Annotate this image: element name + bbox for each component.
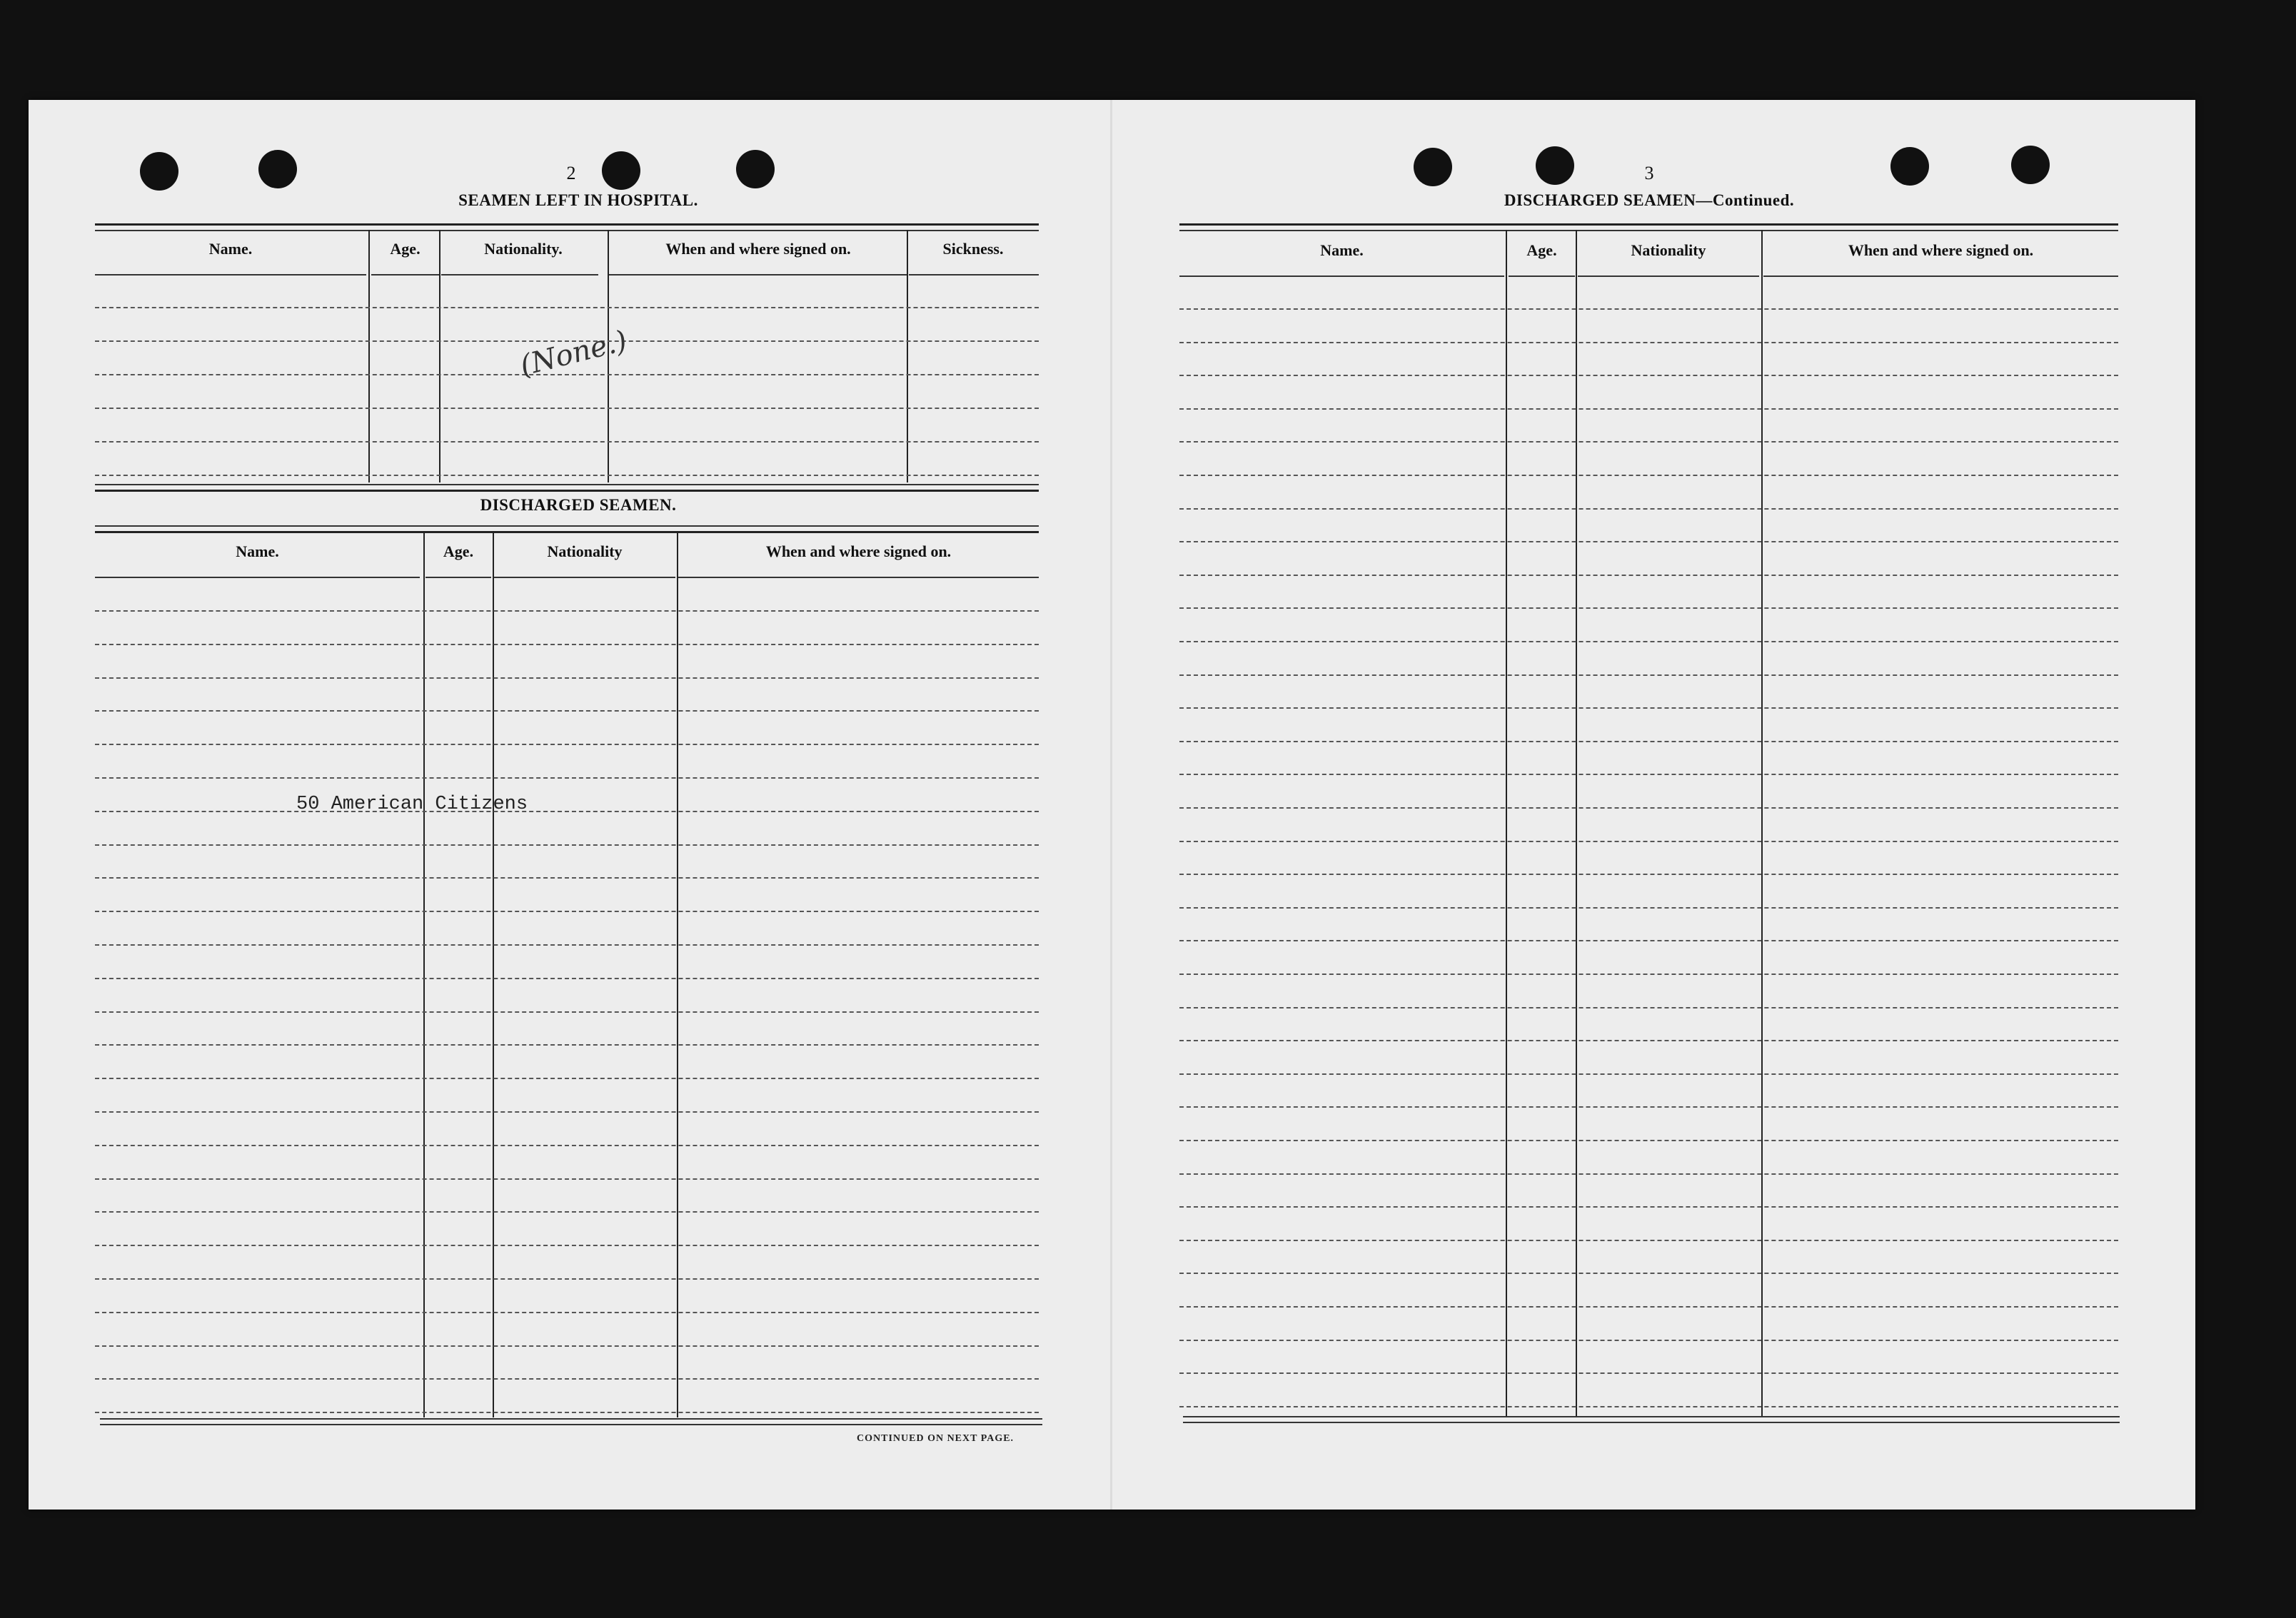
- hospital-col-nationality: Nationality.: [484, 240, 563, 258]
- discharged-col-name: Name.: [236, 542, 279, 560]
- hospital-header-underline: [371, 274, 439, 275]
- ruled-line: [1179, 1106, 2118, 1108]
- ruled-line: [1179, 1007, 2118, 1008]
- discharged-continued-title: DISCHARGED SEAMEN—Continued.: [1504, 191, 1795, 209]
- hospital-header-underline: [441, 274, 598, 275]
- ruled-line: [1179, 475, 2118, 476]
- ruled-line: [95, 877, 1039, 879]
- discharged-section-title: DISCHARGED SEAMEN.: [480, 496, 677, 514]
- right-top-rule-2: [1179, 230, 2118, 231]
- hospital-col-sickness: Sickness.: [942, 240, 1004, 258]
- punch-hole: [140, 152, 178, 191]
- ruled-line: [1179, 974, 2118, 975]
- discharged-col-divider: [677, 532, 678, 1417]
- ruled-line: [95, 1412, 1039, 1413]
- hospital-col-divider: [907, 230, 908, 482]
- ruled-line: [1179, 1240, 2118, 1241]
- handwritten-none-note: (None.): [516, 324, 630, 383]
- ruled-line: [95, 811, 1039, 812]
- ruled-line: [1179, 907, 2118, 909]
- punch-hole: [602, 151, 640, 190]
- hospital-top-rule: [95, 223, 1039, 226]
- ruled-line: [1179, 1040, 2118, 1041]
- punch-hole: [1890, 147, 1929, 186]
- ruled-line: [1179, 940, 2118, 941]
- page-fold: [1110, 100, 1112, 1510]
- ruled-line: [1179, 1140, 2118, 1141]
- ruled-line: [95, 374, 1039, 375]
- ruled-line: [1179, 508, 2118, 510]
- ruled-line: [95, 408, 1039, 409]
- ruled-line: [1179, 741, 2118, 742]
- discharged-col-nationality: Nationality: [547, 542, 623, 560]
- ruled-line: [1179, 1340, 2118, 1341]
- ruled-line: [1179, 575, 2118, 576]
- punch-hole: [258, 150, 297, 188]
- ruled-line: [95, 1111, 1039, 1113]
- discharged-bottom-rule-2: [100, 1424, 1042, 1425]
- punch-hole: [1414, 148, 1452, 186]
- ruled-line: [1179, 841, 2118, 842]
- ruled-line: [95, 1078, 1039, 1079]
- continued-note: CONTINUED ON NEXT PAGE.: [857, 1433, 1014, 1444]
- ruled-line: [1179, 1406, 2118, 1407]
- ruled-line: [95, 610, 1039, 612]
- ruled-line: [1179, 874, 2118, 875]
- right-top-rule: [1179, 223, 2118, 226]
- right-col-signed-on: When and where signed on.: [1848, 241, 2034, 259]
- ruled-line: [1179, 408, 2118, 410]
- hospital-col-name: Name.: [208, 240, 253, 258]
- right-header-underline: [1578, 275, 1759, 277]
- right-bottom-rule: [1183, 1416, 2120, 1417]
- ruled-line: [1179, 375, 2118, 376]
- discharged-col-divider: [423, 532, 425, 1417]
- punch-hole: [2011, 146, 2050, 184]
- hospital-header-underline: [609, 274, 907, 275]
- ruled-line: [95, 1312, 1039, 1313]
- ruled-line: [95, 1145, 1039, 1146]
- ruled-line: [1179, 707, 2118, 709]
- ruled-line: [95, 1011, 1039, 1013]
- ruled-line: [1179, 1173, 2118, 1175]
- ruled-line: [95, 644, 1039, 645]
- ruled-line: [95, 1044, 1039, 1046]
- ruled-line: [95, 1278, 1039, 1280]
- ruled-line: [95, 307, 1039, 308]
- page-number: 2: [566, 163, 576, 183]
- ruled-line: [1179, 674, 2118, 676]
- hospital-section-title: SEAMEN LEFT IN HOSPITAL.: [458, 191, 698, 209]
- ruled-line: [95, 777, 1039, 779]
- hospital-col-signed-on: When and where signed on.: [665, 240, 851, 258]
- ruled-line: [1179, 441, 2118, 443]
- right-col-nationality: Nationality: [1631, 241, 1706, 259]
- ruled-line: [95, 744, 1039, 745]
- right-header-underline: [1179, 275, 1504, 277]
- discharged-col-divider: [493, 532, 494, 1417]
- ruled-line: [95, 475, 1039, 476]
- ruled-line: [1179, 607, 2118, 609]
- hospital-col-age: Age.: [390, 240, 421, 258]
- ruled-line: [1179, 1372, 2118, 1374]
- ruled-line: [95, 978, 1039, 979]
- hospital-top-rule-2: [95, 230, 1039, 231]
- ruled-line: [95, 1245, 1039, 1246]
- typed-entry: 50 American Citizens: [296, 794, 528, 815]
- ruled-line: [1179, 641, 2118, 642]
- ruled-line: [1179, 342, 2118, 343]
- discharged-col-signed-on: When and where signed on.: [765, 542, 952, 560]
- hospital-header-underline: [95, 274, 366, 275]
- discharged-col-age: Age.: [443, 542, 474, 560]
- ruled-line: [95, 844, 1039, 846]
- hospital-bottom-rule-2: [95, 490, 1039, 492]
- ruled-line: [95, 1178, 1039, 1180]
- discharged-header-underline: [494, 577, 675, 578]
- ruled-line: [1179, 308, 2118, 310]
- ruled-line: [95, 1345, 1039, 1347]
- ruled-line: [95, 441, 1039, 443]
- right-header-underline: [1763, 275, 2118, 277]
- ruled-line: [1179, 1273, 2118, 1274]
- ruled-line: [1179, 1206, 2118, 1208]
- punch-hole: [1536, 146, 1574, 185]
- ruled-line: [1179, 1306, 2118, 1308]
- discharged-header-underline: [678, 577, 1039, 578]
- right-col-age: Age.: [1526, 241, 1557, 259]
- ruled-line: [95, 1378, 1039, 1380]
- ruled-line: [1179, 541, 2118, 542]
- discharged-top-rule-2: [95, 531, 1039, 533]
- discharged-top-rule: [95, 525, 1039, 527]
- hospital-col-divider: [368, 230, 370, 482]
- ruled-line: [1179, 1073, 2118, 1075]
- hospital-bottom-rule: [95, 484, 1039, 485]
- hospital-col-divider: [439, 230, 440, 482]
- ruled-line: [1179, 807, 2118, 809]
- ruled-line: [1179, 774, 2118, 775]
- right-header-underline: [1509, 275, 1575, 277]
- hospital-header-underline: [909, 274, 1039, 275]
- right-col-name: Name.: [1320, 241, 1364, 259]
- discharged-header-underline: [426, 577, 491, 578]
- ruled-line: [95, 911, 1039, 912]
- ruled-line: [95, 1211, 1039, 1213]
- page-number: 3: [1644, 163, 1654, 183]
- punch-hole: [736, 150, 775, 188]
- ruled-line: [95, 677, 1039, 679]
- discharged-header-underline: [95, 577, 420, 578]
- ruled-line: [95, 944, 1039, 946]
- discharged-bottom-rule: [100, 1418, 1042, 1420]
- ruled-line: [95, 710, 1039, 712]
- right-bottom-rule-2: [1183, 1422, 2120, 1423]
